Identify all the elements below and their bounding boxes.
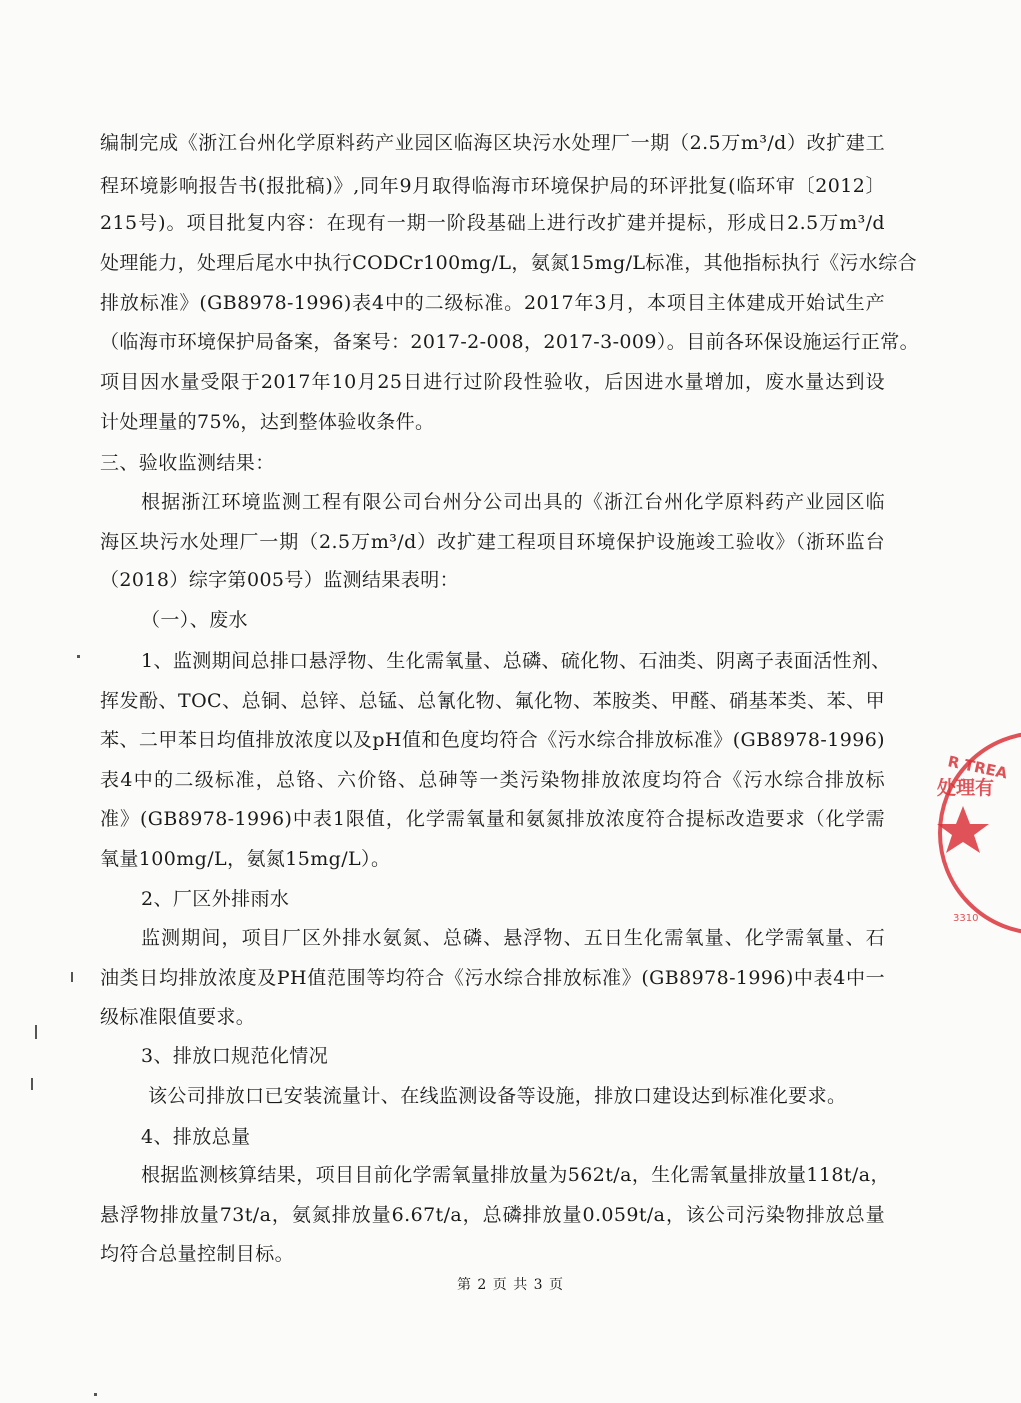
paragraph-line: 1、监测期间总排口悬浮物、生化需氧量、总磷、硫化物、石油类、阴离子表面活性剂、 (141, 650, 891, 672)
scan-speck (94, 1393, 97, 1396)
paragraph-line: 油类日均排放浓度及PH值范围等均符合《污水综合排放标准》(GB8978-1996)中表4中一 (100, 967, 885, 989)
subsection-heading: （一）、废水 (141, 609, 248, 631)
paragraph-line: 准》(GB8978-1996)中表1限值，化学需氧量和氨氮排放浓度符合提标改造要求（化学需 (100, 808, 885, 830)
scan-speck (35, 1025, 37, 1039)
paragraph-line: 海区块污水处理厂一期（2.5万m³/d）改扩建工程项目环境保护设施竣工验收》（浙环监台 (100, 531, 885, 553)
paragraph-line: 该公司排放口已安装流量计、在线监测设备等设施，排放口建设达到标准化要求。 (148, 1085, 847, 1107)
paragraph-line: （2018）综字第005号）监测结果表明： (100, 569, 460, 591)
paragraph-line: 挥发酚、TOC、总铜、总锌、总锰、总氰化物、氟化物、苯胺类、甲醛、硝基苯类、苯、甲 (100, 690, 885, 712)
seal-text-bottom: 3310 (953, 913, 979, 924)
paragraph-line: 215号)。项目批复内容：在现有一期一阶段基础上进行改扩建并提标，形成日2.5万m³/d (100, 212, 885, 234)
paragraph-line: 编制完成《浙江台州化学原料药产业园区临海区块污水处理厂一期（2.5万m³/d）改扩建工 (100, 132, 885, 154)
subsection-heading: 3、排放口规范化情况 (141, 1045, 329, 1067)
paragraph-line: 处理能力，处理后尾水中执行CODCr100mg/L，氨氮15mg/L标准，其他指标执行《污水综合 (100, 252, 918, 274)
paragraph-line: 项目因水量受限于2017年10月25日进行过阶段性验收，后因进水量增加，废水量达到设 (100, 371, 885, 393)
scan-speck (71, 972, 73, 982)
section-heading: 三、验收监测结果： (100, 452, 275, 474)
scan-speck (31, 1078, 33, 1090)
paragraph-line: 表4中的二级标准，总铬、六价铬、总砷等一类污染物排放浓度均符合《污水综合排放标 (100, 769, 885, 791)
seal-text-mid: 处理有 (937, 777, 995, 799)
paragraph-line: 均符合总量控制目标。 (100, 1243, 295, 1265)
paragraph-line: 苯、二甲苯日均值排放浓度以及pH值和色度均符合《污水综合排放标准》(GB8978-1996) (100, 729, 885, 751)
seal-stamp-icon (925, 728, 1021, 938)
paragraph-line: 计处理量的75%，达到整体验收条件。 (100, 411, 435, 433)
paragraph-line: 排放标准》(GB8978-1996)表4中的二级标准。2017年3月，本项目主体建成开始试生产 (100, 292, 885, 314)
seal-text-top: R TREA (946, 752, 1010, 783)
paragraph-line: （临海市环境保护局备案，备案号：2017-2-008，2017-3-009）。目前各环保设施运行正常。 (100, 331, 919, 353)
company-seal (925, 728, 1021, 938)
paragraph-line: 程环境影响报告书(报批稿)》,同年9月取得临海市环境保护局的环评批复(临环审〔2012〕 (100, 175, 885, 197)
page-footer: 第 2 页 共 3 页 (456, 1277, 565, 1293)
paragraph-line: 悬浮物排放量73t/a，氨氮排放量6.67t/a，总磷排放量0.059t/a，该公司污染物排放总量 (100, 1204, 885, 1226)
paragraph-line: 根据监测核算结果，项目目前化学需氧量排放量为562t/a，生化需氧量排放量118t/a， (141, 1164, 890, 1186)
subsection-heading: 4、排放总量 (141, 1126, 251, 1148)
scan-speck (77, 655, 80, 658)
paragraph-line: 监测期间，项目厂区外排水氨氮、总磷、悬浮物、五日生化需氧量、化学需氧量、石 (141, 927, 885, 949)
subsection-heading: 2、厂区外排雨水 (141, 888, 290, 910)
paragraph-line: 氧量100mg/L，氨氮15mg/L）。 (100, 848, 391, 870)
paragraph-line: 级标准限值要求。 (100, 1006, 256, 1028)
paragraph-line: 根据浙江环境监测工程有限公司台州分公司出具的《浙江台州化学原料药产业园区临 (141, 491, 885, 513)
